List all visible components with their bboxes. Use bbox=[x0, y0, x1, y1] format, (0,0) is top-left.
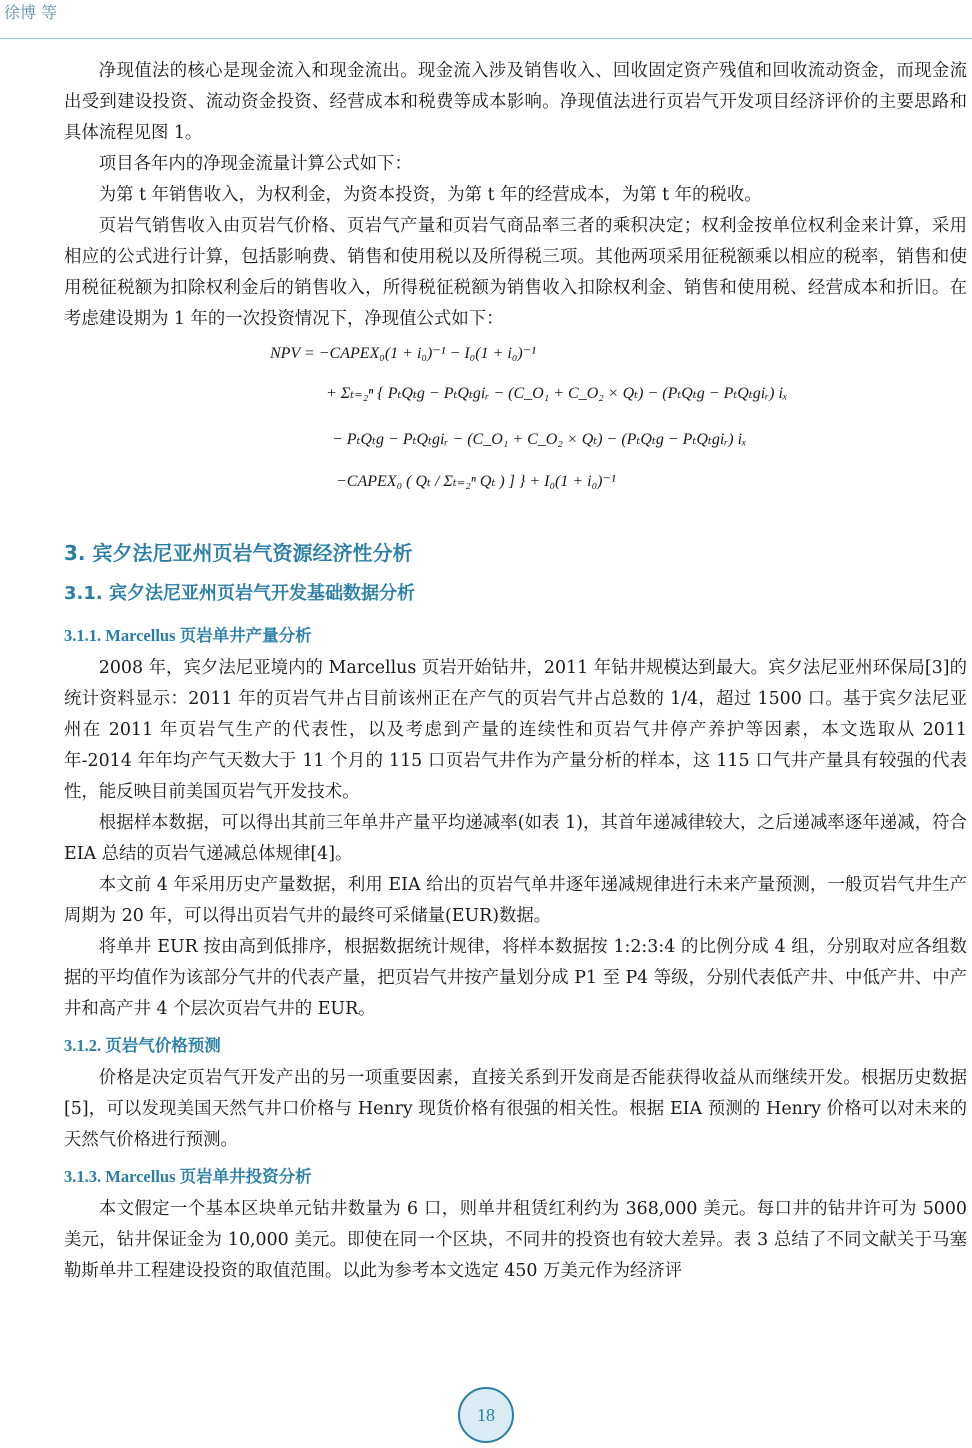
formula-line-1: NPV = −CAPEX₀(1 + i₀)⁻¹ − I₀(1 + i₀)⁻¹ bbox=[270, 345, 536, 362]
paragraph-marcellus-drilling: 2008 年，宾夕法尼亚境内的 Marcellus 页岩开始钻井，2011 年钻井规模达到最大。宾夕法尼亚州环保局[3]的统计资料显示：2011 年的页岩气井占目前该州正在产气的页岩气井占总数的 1/4，超过 1500 口。基于宾夕法尼亚州在 2011 年页岩气生产的代表性，以及考虑到产量的连续性和页岩气井停产养护等因素，本文选取从 2011 年-2014 年年均产气天数大于 11 个月的 115 口页岩气井作为产量分析的样本，这 115 口气井产量具有较强的代表性，能反映目前美国页岩气开发技术。 bbox=[64, 658, 967, 802]
section-3-1-2-number: 3.1.2. bbox=[64, 1036, 106, 1055]
page-number-badge: 18 bbox=[458, 1387, 514, 1443]
paragraph-eur-forecast: 本文前 4 年采用历史产量数据，利用 EIA 给出的页岩气单井逐年递减规律进行未来产量预测，一般页岩气井生产周期为 20 年，可以得出页岩气井的最终可采储量(EUR)数据。 bbox=[64, 875, 967, 926]
paragraph-decline-rate: 根据样本数据，可以得出其前三年单井产量平均递减率(如表 1)，其首年递减律较大，之后递减率逐年递减，符合 EIA 总结的页岩气递减总体规律[4]。 bbox=[64, 813, 967, 864]
section-3-1-2-heading bbox=[64, 1025, 967, 1063]
section-3-1-heading: 3.1. 宾夕法尼亚州页岩气开发基础数据分析 bbox=[64, 583, 415, 604]
formula-line-3: − PₜQₜg − PₜQₜgiᵣ − (C_O₁ + C_O₂ × Qₜ) − (PₜQₜg − PₜQₜgiᵣ) iₓ bbox=[332, 431, 747, 448]
paragraph-price-forecast: 价格是决定页岩气开发产出的另一项重要因素，直接关系到开发商是否能获得收益从而继续开发。根据历史数据[5]，可以发现美国天然气井口价格与 Henry 现货价格有很强的相关性。根据 EIA 预测的 Henry 价格可以对未来的天然气价格进行预测。 bbox=[64, 1068, 967, 1150]
paragraph-variable-defs: 为第 t 年销售收入，为权利金，为资本投资，为第 t 年的经营成本，为第 t 年的税收。 bbox=[98, 185, 762, 205]
formula-line-2: + Σₜ₌₂ⁿ { PₜQₜg − PₜQₜgiᵣ − (C_O₁ + C_O₂ × Qₜ) − (PₜQₜg − PₜQₜgiᵣ) iₓ bbox=[326, 385, 788, 402]
section-3-1-2-title: 页岩气价格预测 bbox=[105, 1036, 221, 1055]
paragraph-investment: 本文假定一个基本区块单元钻井数量为 6 口，则单井租赁红利约为 368,000 美元。每口井的钻井许可为 5000 美元，钻井保证金为 10,000 美元。即使在同一个区块，不同井的投资也有较大差异。表 3 总结了不同文献关于马塞勒斯单井工程建设投资的取值范围。以此为参考本文选定 450 万美元作为经济评 bbox=[64, 1199, 967, 1281]
section-3-1-1-heading bbox=[64, 615, 967, 653]
formula-line-4: −CAPEX₀ ( Qₜ / Σₜ₌₂ⁿ Qₜ ) ] } + I₀(1 + i₀)⁻¹ bbox=[336, 473, 616, 490]
paragraph-eur-grouping: 将单井 EUR 按由高到低排序，根据数据统计规律，将样本数据按 1:2:3:4 的比例分成 4 组，分别取对应各组数据的平均值作为该部分气井的代表产量，把页岩气井按产量划分成 P1 至 P4 等级，分别代表低产井、中低产井、中产井和高产井 4 个层次页岩气井的 EUR。 bbox=[64, 937, 967, 1019]
section-3-1-3-heading bbox=[64, 1156, 967, 1194]
section-3-1-3-number: 3.1.3. Marcellus bbox=[64, 1167, 180, 1186]
section-3-1-3-title: 页岩单井投资分析 bbox=[179, 1167, 312, 1186]
section-3-1-1-title: 页岩单井产量分析 bbox=[179, 626, 312, 645]
section-3-1-1-number: 3.1.1. Marcellus bbox=[64, 626, 180, 645]
page-header bbox=[0, 0, 972, 39]
npv-formula bbox=[264, 339, 967, 519]
paragraph-revenue-royalty: 页岩气销售收入由页岩气价格、页岩气产量和页岩气商品率三者的乘积决定；权利金按单位权利金来计算，采用相应的公式进行计算，包括影响费、销售和使用税以及所得税三项。其他两项采用征税额乘以相应的税率，销售和使用税征税额为扣除权利金后的销售收入，所得税征税额为销售收入扣除权利金、销售和使用税、经营成本和折旧。在考虑建设期为 1 年的一次投资情况下，净现值公式如下： bbox=[64, 216, 967, 329]
running-header-authors: 徐博 等 bbox=[4, 3, 58, 22]
paragraph-cashflow-intro: 项目各年内的净现金流量计算公式如下： bbox=[98, 154, 412, 174]
page-content bbox=[64, 56, 967, 1287]
paragraph-npv-core: 净现值法的核心是现金流入和现金流出。现金流入涉及销售收入、回收固定资产残值和回收流动资金，而现金流出受到建设投资、流动资金投资、经营成本和税费等成本影响。净现值法进行页岩气开发项目经济评价的主要思路和具体流程见图 1。 bbox=[64, 61, 967, 143]
section-3-heading: 3. 宾夕法尼亚州页岩气资源经济性分析 bbox=[64, 541, 413, 565]
